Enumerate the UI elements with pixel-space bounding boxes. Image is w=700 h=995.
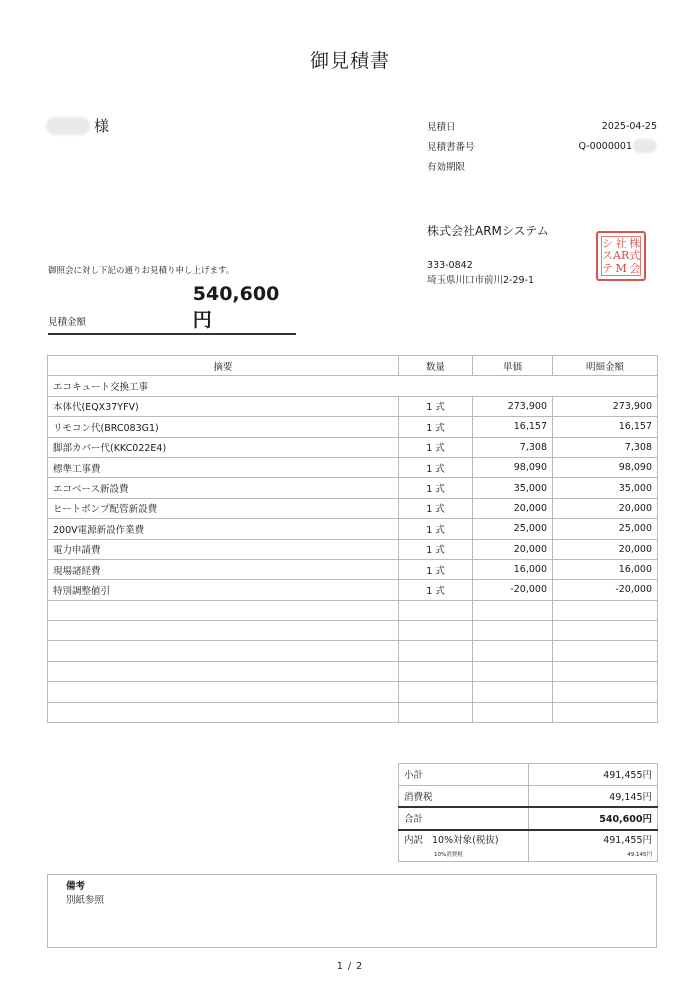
- seal-character: M: [615, 262, 627, 276]
- line-quantity: 1 式: [399, 437, 473, 457]
- line-description: リモコン代(BRC083G1): [48, 417, 399, 437]
- seal-character: 株: [629, 236, 641, 250]
- subtotal-row: [399, 764, 658, 786]
- header-amount: 明細金額: [553, 356, 658, 376]
- line-unit-price: 20,000: [473, 539, 553, 559]
- header-description: 摘要: [48, 356, 399, 376]
- line-quantity: 1 式: [399, 457, 473, 477]
- line-amount: 35,000: [553, 478, 658, 498]
- line-amount: 20,000: [553, 539, 658, 559]
- breakdown-tax-label: 10%消費税: [434, 852, 463, 858]
- empty-cell: [473, 661, 553, 681]
- empty-table-row: [48, 682, 658, 702]
- breakdown-target-value: 491,455円: [529, 830, 658, 848]
- table-row: [48, 417, 658, 437]
- subtotal-value: 491,455円: [529, 764, 658, 786]
- line-unit-price: 98,090: [473, 457, 553, 477]
- tax-row: [399, 785, 658, 807]
- remarks-box: [47, 874, 657, 948]
- seal-character: ス: [602, 249, 613, 263]
- empty-cell: [399, 702, 473, 722]
- line-unit-price: 25,000: [473, 519, 553, 539]
- empty-cell: [473, 600, 553, 620]
- tax-value: 49,145円: [529, 785, 658, 807]
- line-unit-price: -20,000: [473, 580, 553, 600]
- table-row: [48, 539, 658, 559]
- tax-label: 消費税: [399, 785, 529, 807]
- empty-cell: [399, 600, 473, 620]
- line-unit-price: 16,000: [473, 559, 553, 579]
- line-amount: 16,000: [553, 559, 658, 579]
- meta-expiry-label: 有効期限: [427, 162, 466, 173]
- section-title: エコキュート交換工事: [48, 376, 658, 396]
- seal-character: テ: [602, 262, 613, 276]
- greeting-text: 御照会に対し下記の通りお見積り申し上げます。: [48, 266, 235, 276]
- line-description: 電力申請費: [48, 539, 399, 559]
- empty-table-row: [48, 600, 658, 620]
- grand-total-label: 合計: [399, 807, 529, 830]
- honorific: 様: [94, 117, 110, 135]
- line-quantity: 1 式: [399, 519, 473, 539]
- meta-date-label: 見積日: [427, 122, 456, 133]
- table-row: [48, 498, 658, 518]
- seal-character: シ: [602, 236, 613, 250]
- empty-cell: [399, 621, 473, 641]
- line-amount: 16,157: [553, 417, 658, 437]
- breakdown-cell: [399, 830, 529, 848]
- empty-table-row: [48, 641, 658, 661]
- line-amount: 20,000: [553, 498, 658, 518]
- line-unit-price: 20,000: [473, 498, 553, 518]
- breakdown-tax-value: 49,145円: [529, 848, 658, 862]
- breakdown-tax-cell: [399, 848, 529, 862]
- line-amount: 7,308: [553, 437, 658, 457]
- line-unit-price: 16,157: [473, 417, 553, 437]
- line-unit-price: 273,900: [473, 396, 553, 416]
- empty-cell: [48, 641, 399, 661]
- seal-character: 社: [615, 236, 627, 250]
- empty-table-row: [48, 661, 658, 681]
- document-title: 御見積書: [309, 50, 390, 72]
- total-amount-box: [48, 283, 296, 335]
- empty-cell: [473, 641, 553, 661]
- table-row: [48, 580, 658, 600]
- line-amount: 25,000: [553, 519, 658, 539]
- line-amount: -20,000: [553, 580, 658, 600]
- breakdown-tax-row: [399, 848, 658, 862]
- header-unit-price: 単価: [473, 356, 553, 376]
- seal-character: 会: [629, 262, 641, 276]
- header-quantity: 数量: [399, 356, 473, 376]
- meta-expiry-row: [427, 156, 657, 176]
- line-amount: 273,900: [553, 396, 658, 416]
- meta-number-value-wrap: [579, 139, 657, 153]
- breakdown-label: 内訳: [404, 835, 424, 846]
- company-seal-characters: [601, 236, 641, 276]
- empty-cell: [48, 661, 399, 681]
- line-unit-price: 7,308: [473, 437, 553, 457]
- subtotal-label: 小計: [399, 764, 529, 786]
- table-row: [48, 478, 658, 498]
- table-row: [48, 437, 658, 457]
- empty-cell: [473, 621, 553, 641]
- line-description: エコベース新設費: [48, 478, 399, 498]
- page-indicator: 1 / 2: [336, 961, 364, 972]
- meta-number-value: Q-0000001: [578, 140, 632, 152]
- seal-character: AR: [613, 249, 630, 263]
- table-row: [48, 396, 658, 416]
- line-quantity: 1 式: [399, 396, 473, 416]
- grand-total-value: 540,600円: [529, 807, 658, 830]
- total-amount-value: 540,600円: [192, 283, 280, 331]
- table-row: [48, 457, 658, 477]
- seal-character: 式: [629, 249, 641, 263]
- line-quantity: 1 式: [399, 559, 473, 579]
- line-quantity: 1 式: [399, 417, 473, 437]
- line-quantity: 1 式: [399, 478, 473, 498]
- breakdown-target-label: 10%対象(税抜): [432, 835, 499, 846]
- empty-cell: [48, 600, 399, 620]
- issuer-address-block: [427, 258, 534, 288]
- grand-total-row: [399, 807, 658, 830]
- empty-cell: [473, 682, 553, 702]
- empty-cell: [553, 661, 658, 681]
- line-description: ヒートポンプ配管新設費: [48, 498, 399, 518]
- remarks-title: 備考: [66, 881, 86, 892]
- empty-cell: [553, 682, 658, 702]
- meta-number-row: [427, 136, 657, 156]
- empty-cell: [399, 641, 473, 661]
- remarks-body: 別紙参照: [66, 895, 105, 906]
- line-quantity: 1 式: [399, 498, 473, 518]
- line-quantity: 1 式: [399, 580, 473, 600]
- table-row: [48, 519, 658, 539]
- empty-cell: [473, 702, 553, 722]
- line-description: 特別調整値引: [48, 580, 399, 600]
- empty-cell: [48, 621, 399, 641]
- summary-table: [398, 763, 658, 862]
- meta-date-value: 2025-04-25: [601, 120, 657, 132]
- empty-table-row: [48, 702, 658, 722]
- company-seal: [596, 231, 646, 281]
- line-description: 脚部カバー代(KKC022E4): [48, 437, 399, 457]
- quote-meta: [427, 116, 657, 176]
- meta-number-label: 見積書番号: [427, 142, 475, 153]
- empty-table-row: [48, 621, 658, 641]
- issuer-address: 埼玉県川口市前川2-29-1: [427, 275, 535, 286]
- empty-cell: [553, 702, 658, 722]
- section-row: [48, 376, 658, 396]
- line-unit-price: 35,000: [473, 478, 553, 498]
- line-amount: 98,090: [553, 457, 658, 477]
- total-amount-label: 見積金額: [48, 317, 87, 328]
- line-description: 現場諸経費: [48, 559, 399, 579]
- issuer-company-name: 株式会社ARMシステム: [427, 224, 549, 238]
- empty-cell: [553, 641, 658, 661]
- empty-cell: [399, 682, 473, 702]
- line-description: 標準工事費: [48, 457, 399, 477]
- empty-cell: [48, 702, 399, 722]
- empty-cell: [399, 661, 473, 681]
- line-items-table: [47, 355, 658, 723]
- issuer-postal-code: 333-0842: [427, 260, 473, 271]
- customer-name: [46, 115, 109, 136]
- line-description: 本体代(EQX37YFV): [48, 396, 399, 416]
- table-header-row: [48, 356, 658, 376]
- empty-cell: [553, 600, 658, 620]
- empty-cell: [48, 682, 399, 702]
- empty-cell: [553, 621, 658, 641]
- redacted-customer-name: [46, 117, 90, 135]
- table-row: [48, 559, 658, 579]
- meta-date-row: [427, 116, 657, 136]
- line-quantity: 1 式: [399, 539, 473, 559]
- line-description: 200V電源新設作業費: [48, 519, 399, 539]
- breakdown-row: [399, 830, 658, 848]
- redacted-number-suffix: [633, 139, 657, 153]
